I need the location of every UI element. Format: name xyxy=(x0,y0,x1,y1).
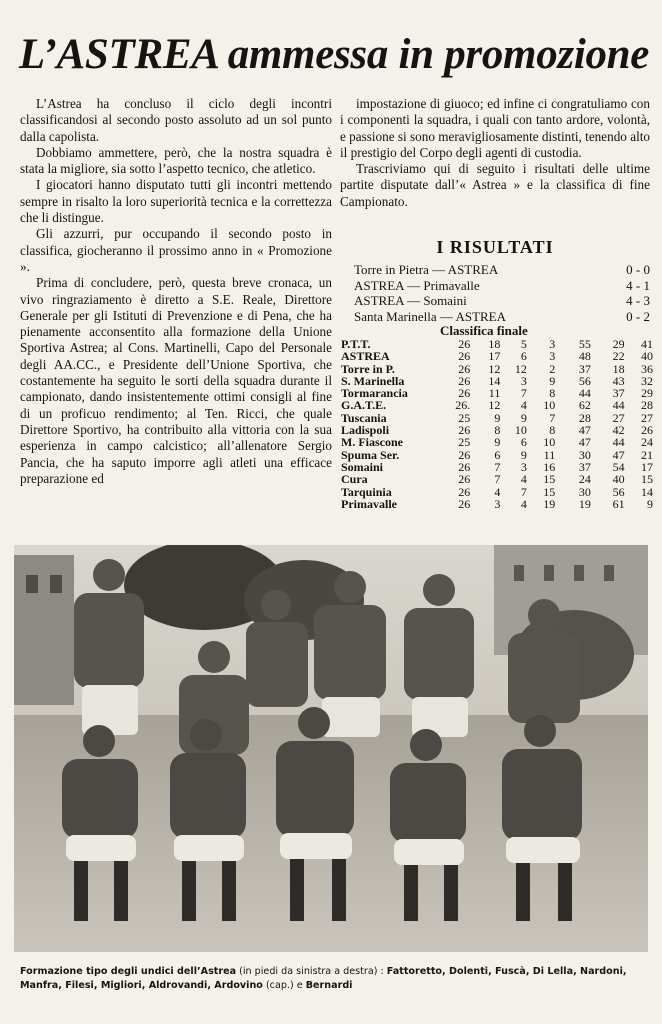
standings-n: 6 xyxy=(520,349,527,364)
paragraph: I giocatori hanno disputato tutti gli incontri mettendo sempre in risalto la loro superiorità tecnica e la correttezza che li distingue. xyxy=(20,177,332,226)
standings-title: Classifica finale xyxy=(440,323,528,338)
standings-team: M. Fiascone xyxy=(341,435,403,450)
standings-g: 25 xyxy=(458,410,471,425)
standings-v: 9 xyxy=(494,410,501,425)
standings-gs: 44 xyxy=(612,398,625,413)
standings-g: 26 xyxy=(458,337,471,351)
paragraph: Prima di concludere, però, questa breve cronaca, un vivo ringraziamento è diretto a S.E. Reale, Direttore Generale per gli Istituti di Prevenzione e di Pena, che ha pienamente acconsentito alla formazione della Unione Sportiva Astrea; al Cons. Martinelli, Capo del Personale degli AA.CC., e Presidente dell’Unione Sportiva, che costantemente ha seguito le sorti della squadra durante il campionato, dando insistentemente ottimi consigli al fine di un proficuo rendimento; al Ten. Ricci, che quale Direttore Sportivo, ha contribuito alla vittoria con la sua esperienza in campo calcistico; all’allenatore Sergio Pancia, che ha saputo imporre agli atleti una efficace preparazione ed xyxy=(20,275,332,486)
standings-pt: 41 xyxy=(641,337,653,351)
standings-n: 7 xyxy=(520,386,527,401)
caption-last: Bernardi xyxy=(305,980,353,991)
standings-gf: 44 xyxy=(578,386,591,401)
article-left-column xyxy=(20,96,332,487)
results-title: I RISULTATI xyxy=(436,237,554,257)
standings-p: 11 xyxy=(543,447,556,462)
standings-g: 26 xyxy=(458,349,471,364)
caption-mid: (in piedi da sinistra a destra) : xyxy=(236,966,387,977)
standings-v: 9 xyxy=(494,435,501,450)
standings-gs: 44 xyxy=(612,435,625,450)
results-list xyxy=(354,262,650,324)
paragraph: L’Astrea ha concluso il ciclo degli incontri classificandosi al secondo posto assoluto ad un sol punto dalla capolista. xyxy=(20,96,332,144)
standings-team: S. Marinella xyxy=(341,373,405,388)
standings-team: Primavalle xyxy=(341,496,397,511)
standings-g: 26. xyxy=(455,398,471,413)
standings-p: 19 xyxy=(543,496,556,511)
paragraph: Trascriviamo qui di seguito i risultati delle ultime partite disputate dall’« Astrea » e la classifica di fine Campionato. xyxy=(340,161,650,209)
standings-n: 3 xyxy=(520,459,527,474)
standings-pt: 29 xyxy=(641,386,653,401)
paragraph: impostazione di giuoco; ed infine ci congratuliamo con i componenti la squadra, i quali con tanto ardore, volontà, e passione si sono meravigliosamente distinti, tenendo alto il prestigio del Corpo degli agenti di custodia. xyxy=(340,96,650,160)
standings-team: Spuma Ser. xyxy=(341,447,400,462)
standings-g: 26 xyxy=(458,361,471,376)
standings-pt: 32 xyxy=(641,373,653,388)
standings-gf: 28 xyxy=(578,410,591,425)
standings-p: 7 xyxy=(549,410,556,425)
standings-g: 26 xyxy=(458,373,471,388)
standings-row xyxy=(341,473,653,485)
standings-p: 2 xyxy=(549,361,556,376)
standings-gs: 43 xyxy=(612,373,625,388)
result-match: ASTREA — Somaini xyxy=(354,293,467,308)
result-row xyxy=(354,262,650,278)
standings-pt: 17 xyxy=(641,459,653,474)
standings-gs: 47 xyxy=(612,447,625,462)
standings-team: Tuscania xyxy=(341,410,387,425)
standings-gf: 48 xyxy=(578,349,591,364)
standings-v: 3 xyxy=(494,496,501,511)
standings-gs: 56 xyxy=(612,484,625,499)
standings-row xyxy=(341,498,653,510)
standings-g: 26 xyxy=(458,472,471,487)
standings-gs: 37 xyxy=(612,386,625,401)
standings-gf: 55 xyxy=(578,337,591,351)
standings-pt: 15 xyxy=(641,472,653,487)
standings-n: 12 xyxy=(514,361,527,376)
standings-gs: 40 xyxy=(612,472,625,487)
result-row xyxy=(354,278,650,294)
caption-and: e xyxy=(296,980,306,991)
article-right-column xyxy=(340,96,650,210)
caption-cap: (cap.) xyxy=(262,980,297,991)
standings-gs: 29 xyxy=(612,337,625,351)
standings-n: 4 xyxy=(520,398,527,413)
standings-team: G.A.T.E. xyxy=(341,398,387,413)
result-score: 0 - 0 xyxy=(626,262,650,277)
standings-v: 11 xyxy=(488,386,501,401)
result-match: ASTREA — Primavalle xyxy=(354,277,480,293)
standings-g: 25 xyxy=(458,435,471,450)
standings-pt: 36 xyxy=(641,361,653,376)
standings-g: 26 xyxy=(458,386,471,401)
standings-team: Ladispoli xyxy=(341,423,390,438)
standings-pt: 21 xyxy=(641,447,653,462)
standings-v: 7 xyxy=(494,459,501,474)
standings-g: 26 xyxy=(458,423,471,438)
standings-p: 8 xyxy=(549,423,556,438)
standings-pt: 40 xyxy=(641,349,653,364)
standings-team: Torre in P. xyxy=(341,361,395,376)
standings-p: 10 xyxy=(543,435,556,450)
standings-v: 12 xyxy=(488,361,501,376)
standings-row xyxy=(341,486,653,498)
standings-row xyxy=(341,350,653,362)
standings-pt: 9 xyxy=(647,496,653,511)
paragraph: Gli azzurri, pur occupando il secondo posto in classifica, giocheranno il prossimo anno in « Promozione ». xyxy=(20,226,332,274)
standings-gf: 62 xyxy=(578,398,591,413)
standings-v: 4 xyxy=(494,484,501,499)
standings-team: ASTREA xyxy=(341,349,390,364)
standings-gf: 30 xyxy=(578,447,591,462)
standings-n: 6 xyxy=(520,435,527,450)
standings-v: 6 xyxy=(494,447,501,462)
result-row xyxy=(354,309,650,325)
standings-p: 15 xyxy=(543,484,556,499)
result-score: 4 - 1 xyxy=(626,277,650,293)
standings-gf: 47 xyxy=(578,435,591,450)
standings-v: 8 xyxy=(494,423,501,438)
standings-n: 4 xyxy=(520,472,527,487)
standings-pt: 24 xyxy=(641,435,653,450)
standings-team: Tormarancia xyxy=(341,386,408,401)
standings-row xyxy=(341,436,653,448)
standings-n: 5 xyxy=(520,337,527,351)
caption-lead: Formazione tipo degli undici dell’Astrea xyxy=(20,966,237,977)
standings-gs: 54 xyxy=(612,459,625,474)
headline: L’ASTREA ammessa in promozione xyxy=(18,31,650,78)
standings-g: 26 xyxy=(458,459,471,474)
standings-pt: 26 xyxy=(641,423,653,438)
caption-names: Fattoretto, Dolenti, Fuscà, Di Lella, Nardoni, Manfra, Filesi, Migliori, Aldrovandi, Ardovino xyxy=(20,966,627,991)
standings-table xyxy=(341,338,653,510)
standings-n: 9 xyxy=(520,410,527,425)
standings-v: 14 xyxy=(488,373,501,388)
standings-pt: 28 xyxy=(641,398,653,413)
standings-gf: 37 xyxy=(578,361,591,376)
standings-gs: 27 xyxy=(612,410,625,425)
standings-gf: 24 xyxy=(578,472,591,487)
team-photo xyxy=(14,545,648,952)
standings-gf: 56 xyxy=(578,373,591,388)
standings-gs: 18 xyxy=(612,361,625,376)
standings-n: 7 xyxy=(520,484,527,499)
standings-n: 10 xyxy=(514,423,527,438)
standings-n: 4 xyxy=(520,496,527,511)
standings-gf: 19 xyxy=(578,496,591,511)
standings-team: Somaini xyxy=(341,459,384,474)
standings-row xyxy=(341,399,653,411)
standings-gs: 61 xyxy=(612,496,625,511)
team-photo-illustration xyxy=(14,545,648,952)
standings-p: 8 xyxy=(549,386,556,401)
standings-g: 26 xyxy=(458,496,471,511)
standings-gf: 37 xyxy=(578,459,591,474)
standings-p: 16 xyxy=(543,459,556,474)
standings-g: 26 xyxy=(458,447,471,462)
standings-g: 26 xyxy=(458,484,471,499)
standings-team: Tarquinia xyxy=(341,484,392,499)
standings-pt: 27 xyxy=(641,410,653,425)
standings-team: P.T.T. xyxy=(341,337,371,351)
result-match: Torre in Pietra — ASTREA xyxy=(354,262,499,277)
result-score: 0 - 2 xyxy=(626,308,650,324)
standings-v: 17 xyxy=(488,349,501,364)
standings-p: 9 xyxy=(549,373,556,388)
result-match: Santa Marinella — ASTREA xyxy=(354,308,507,324)
standings-gs: 42 xyxy=(612,423,625,438)
paragraph: Dobbiamo ammettere, però, che la nostra squadra è stata la migliore, sia sotto l’aspetto tecnico, che atletico. xyxy=(20,144,332,177)
standings-p: 3 xyxy=(549,337,556,351)
standings-p: 15 xyxy=(543,472,556,487)
standings-v: 12 xyxy=(488,398,501,413)
standings-p: 3 xyxy=(549,349,556,364)
standings-gf: 47 xyxy=(578,423,591,438)
result-score: 4 - 3 xyxy=(626,293,650,308)
standings-gs: 22 xyxy=(612,349,625,364)
standings-v: 18 xyxy=(488,337,501,351)
result-row xyxy=(354,293,650,309)
standings-n: 9 xyxy=(520,447,527,462)
standings-gf: 30 xyxy=(578,484,591,499)
standings-p: 10 xyxy=(543,398,556,413)
standings-pt: 14 xyxy=(641,484,653,499)
standings-n: 3 xyxy=(520,373,527,388)
photo-caption xyxy=(20,965,646,993)
standings-team: Cura xyxy=(341,472,368,487)
standings-v: 7 xyxy=(494,472,501,487)
